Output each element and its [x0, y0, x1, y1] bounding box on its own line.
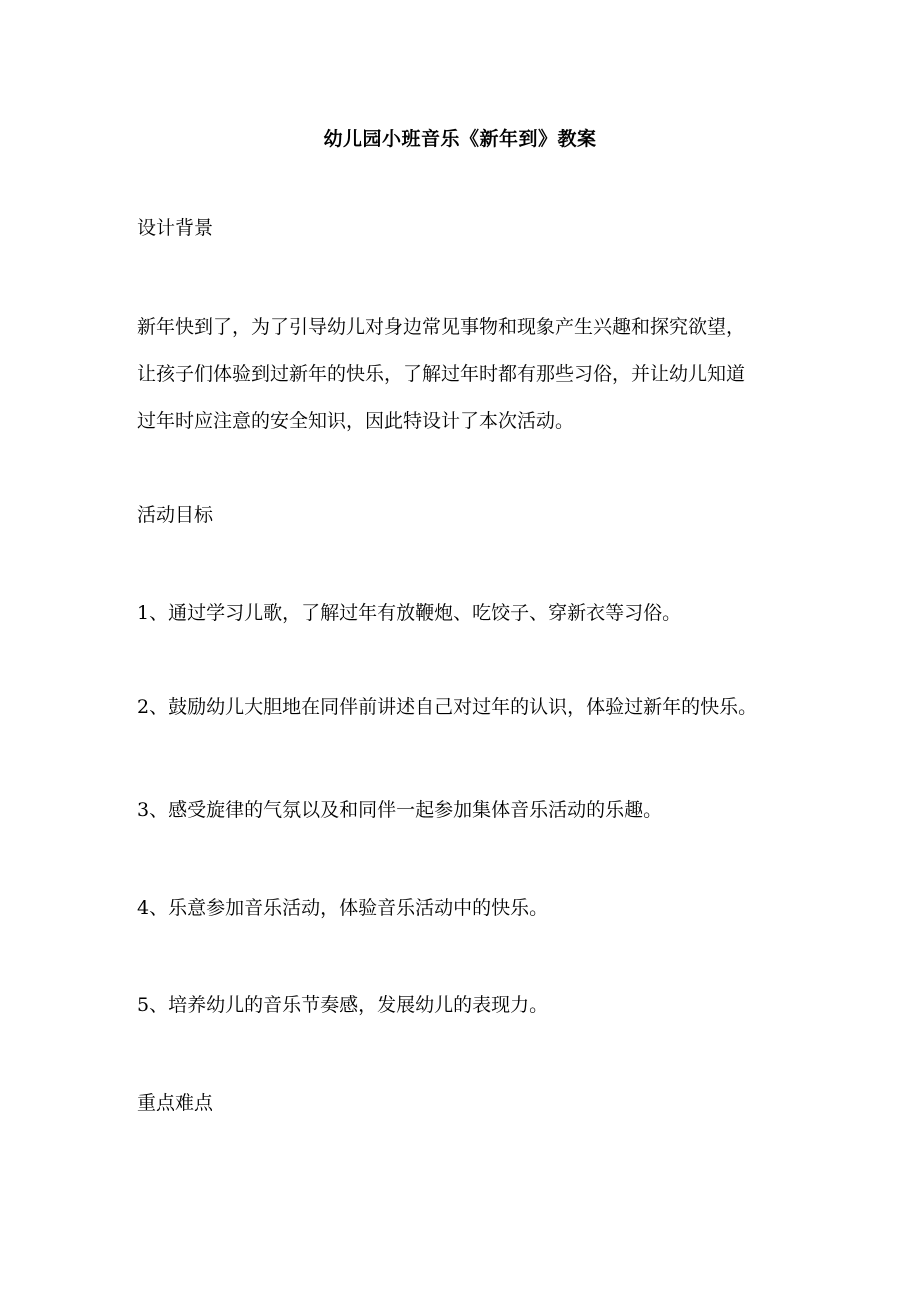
- paragraph-line: 新年快到了，为了引导幼儿对身边常见事物和现象产生兴趣和探究欲望，: [137, 316, 746, 338]
- paragraph-line: 过年时应注意的安全知识，因此特设计了本次活动。: [137, 410, 575, 432]
- section-heading-key-points: 重点难点: [137, 1092, 214, 1114]
- goal-item: 5、培养幼儿的音乐节奏感，发展幼儿的表现力。: [137, 994, 549, 1016]
- document-title: 幼儿园小班音乐《新年到》教案: [323, 128, 597, 150]
- section-heading-goals: 活动目标: [137, 504, 214, 526]
- goal-item: 1、通过学习儿歌，了解过年有放鞭炮、吃饺子、穿新衣等习俗。: [137, 602, 682, 624]
- goal-item: 4、乐意参加音乐活动，体验音乐活动中的快乐。: [137, 897, 549, 919]
- goal-item: 2、鼓励幼儿大胆地在同伴前讲述自己对过年的认识，体验过新年的快乐。: [137, 696, 758, 718]
- goal-item: 3、感受旋律的气氛以及和同伴一起参加集体音乐活动的乐趣。: [137, 799, 663, 821]
- paragraph-line: 让孩子们体验到过新年的快乐，了解过年时都有那些习俗，并让幼儿知道: [137, 363, 746, 385]
- background-paragraph: [137, 304, 797, 445]
- section-heading-background: 设计背景: [137, 217, 214, 239]
